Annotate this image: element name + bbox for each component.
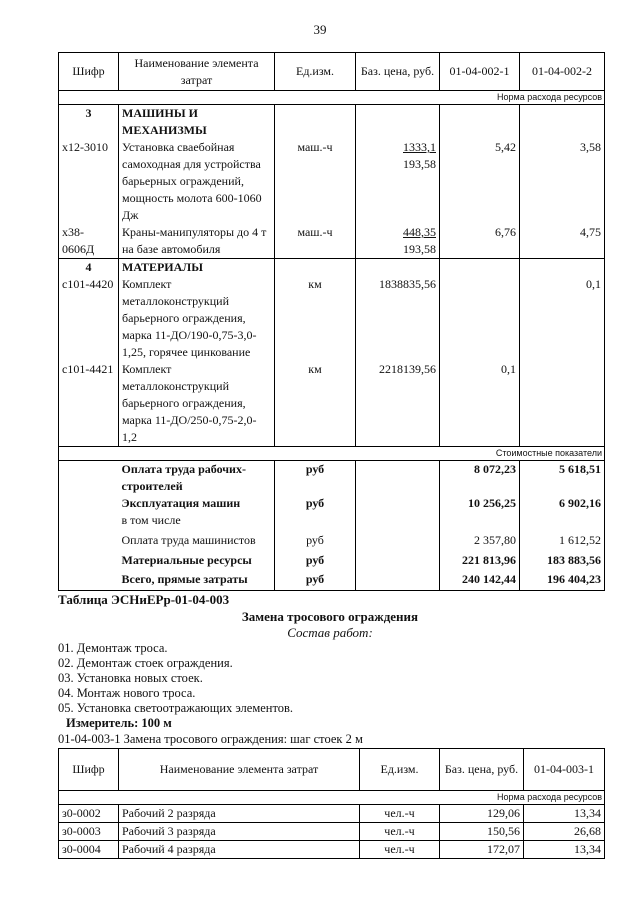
header-code: Шифр (59, 53, 119, 91)
row-unit: маш.-ч (275, 139, 356, 224)
row-name: Рабочий 4 разряда (119, 841, 360, 859)
row-unit: км (275, 361, 356, 447)
summary-value-1: 2 357,80 (440, 532, 520, 552)
summary-value-1: 8 072,23 (440, 461, 520, 496)
summary-name: Оплата труда рабочих-строителей (119, 461, 275, 496)
work-item: 02. Демонтаж стоек ограждения. (58, 656, 233, 670)
header-price: Баз. цена, руб. (440, 749, 524, 791)
summary-unit: руб (275, 461, 356, 496)
row-code: з0-0002 (59, 805, 119, 823)
resource-table-01-04-002 (58, 52, 605, 591)
summary-row (59, 461, 605, 496)
section-4-title: МАТЕРИАЛЫ (119, 259, 275, 277)
summary-value-2: 5 618,51 (520, 461, 605, 496)
summary-unit: руб (275, 552, 356, 571)
header-col1: 01-04-003-1 (524, 749, 605, 791)
summary-name: Материальные ресурсы (119, 552, 275, 571)
summary-row (59, 571, 605, 590)
summary-name: Всего, прямые затраты (119, 571, 275, 590)
summary-value-1: 221 813,96 (440, 552, 520, 571)
work-item: 05. Установка светоотражающих элементов. (58, 701, 294, 715)
table-row (59, 224, 605, 259)
row-value-2: 4,75 (520, 224, 605, 259)
section-heading: Замена тросового ограждения (241, 609, 419, 624)
header-name: Наименование элемента затрат (119, 749, 360, 791)
row-value-1: 13,34 (524, 841, 605, 859)
row-value-1: 6,76 (440, 224, 520, 259)
table-title: Таблица ЭСНиЕРр-01-04-003 (58, 592, 230, 607)
section-3-number: 3 (59, 105, 119, 123)
summary-value-2: 183 883,56 (520, 552, 605, 571)
row-code: с101-4420 (59, 276, 119, 361)
norm-label: Норма расхода ресурсов (59, 91, 605, 105)
summary-value-1: 10 256,25 (440, 495, 520, 512)
summary-row (59, 512, 605, 532)
row-value-2: 3,58 (520, 139, 605, 224)
row-value-1: 0,1 (440, 361, 520, 447)
section-3-title: МАШИНЫ И МЕХАНИЗМЫ (119, 105, 275, 140)
meter: Измеритель: 100 м (66, 716, 172, 730)
table-row (59, 276, 605, 361)
summary-row (59, 495, 605, 512)
header-price: Баз. цена, руб. (356, 53, 440, 91)
variant-title: 01-04-003-1 Замена тросового ограждения: шаг стоек 2 м (58, 732, 363, 746)
row-price-2: 193,58 (403, 157, 436, 171)
summary-name: в том числе (119, 512, 275, 532)
row-price: 150,56 (440, 823, 524, 841)
row-name: Установка сваебойная самоходная для устройства барьерных ограждений, мощность молота 600-1060 Дж (119, 139, 275, 224)
row-unit: чел.-ч (360, 823, 440, 841)
row-code: з0-0004 (59, 841, 119, 859)
summary-value-1: 240 142,44 (440, 571, 520, 590)
row-name: Рабочий 2 разряда (119, 805, 360, 823)
summary-row (59, 532, 605, 552)
table-row (59, 139, 605, 224)
cost-label: Стоимостные показатели (59, 447, 605, 461)
table-row (59, 361, 605, 447)
row-code: с101-4421 (59, 361, 119, 447)
section-subheading: Состав работ: (287, 625, 373, 640)
header-col1: 01-04-002-1 (440, 53, 520, 91)
header-unit: Ед.изм. (360, 749, 440, 791)
row-name: Краны-манипуляторы до 4 т на базе автомобиля (119, 224, 275, 259)
section-4-number: 4 (59, 259, 119, 277)
row-value-2: 0,1 (520, 276, 605, 361)
row-name: Рабочий 3 разряда (119, 823, 360, 841)
row-code: х12-3010 (59, 139, 119, 224)
header-code: Шифр (59, 749, 119, 791)
row-value-1: 5,42 (440, 139, 520, 224)
row-unit: маш.-ч (275, 224, 356, 259)
row-unit: чел.-ч (360, 805, 440, 823)
summary-unit: руб (275, 495, 356, 512)
row-code: з0-0003 (59, 823, 119, 841)
header-col2: 01-04-002-2 (520, 53, 605, 91)
work-list (58, 641, 293, 716)
summary-unit: руб (275, 571, 356, 590)
summary-value-2: 6 902,16 (520, 495, 605, 512)
row-name: Комплект металлоконструкций барьерного ограждения, марка 11-ДО/190-0,75-3,0-1,25, горячее цинкование (119, 276, 275, 361)
row-price: 448,35 (403, 225, 436, 239)
summary-name: Оплата труда машинистов (119, 532, 275, 552)
row-price-2: 193,58 (403, 242, 436, 256)
row-value-1: 13,34 (524, 805, 605, 823)
row-unit: чел.-ч (360, 841, 440, 859)
work-item: 03. Установка новых стоек. (58, 671, 203, 685)
row-price: 2218139,56 (356, 361, 440, 447)
work-item: 04. Монтаж нового троса. (58, 686, 196, 700)
row-price: 172,07 (440, 841, 524, 859)
table-row (59, 841, 605, 859)
summary-value-2: 196 404,23 (520, 571, 605, 590)
summary-value-2: 1 612,52 (520, 532, 605, 552)
row-price: 129,06 (440, 805, 524, 823)
row-code: х38-0606Д (59, 224, 119, 259)
header-unit: Ед.изм. (275, 53, 356, 91)
summary-row (59, 552, 605, 571)
page-number: 39 (313, 22, 327, 37)
row-unit: км (275, 276, 356, 361)
row-price: 1333,1 (403, 140, 436, 154)
work-item: 01. Демонтаж троса. (58, 641, 168, 655)
resource-table-01-04-003 (58, 748, 605, 859)
header-name: Наименование элемента затрат (119, 53, 275, 91)
norm-label: Норма расхода ресурсов (59, 791, 605, 805)
row-price: 1838835,56 (356, 276, 440, 361)
row-name: Комплект металлоконструкций барьерного ограждения, марка 11-ДО/250-0,75-2,0-1,2 (119, 361, 275, 447)
table-row (59, 823, 605, 841)
summary-unit: руб (275, 532, 356, 552)
summary-name: Эксплуатация машин (119, 495, 275, 512)
table-row (59, 805, 605, 823)
row-value-1: 26,68 (524, 823, 605, 841)
